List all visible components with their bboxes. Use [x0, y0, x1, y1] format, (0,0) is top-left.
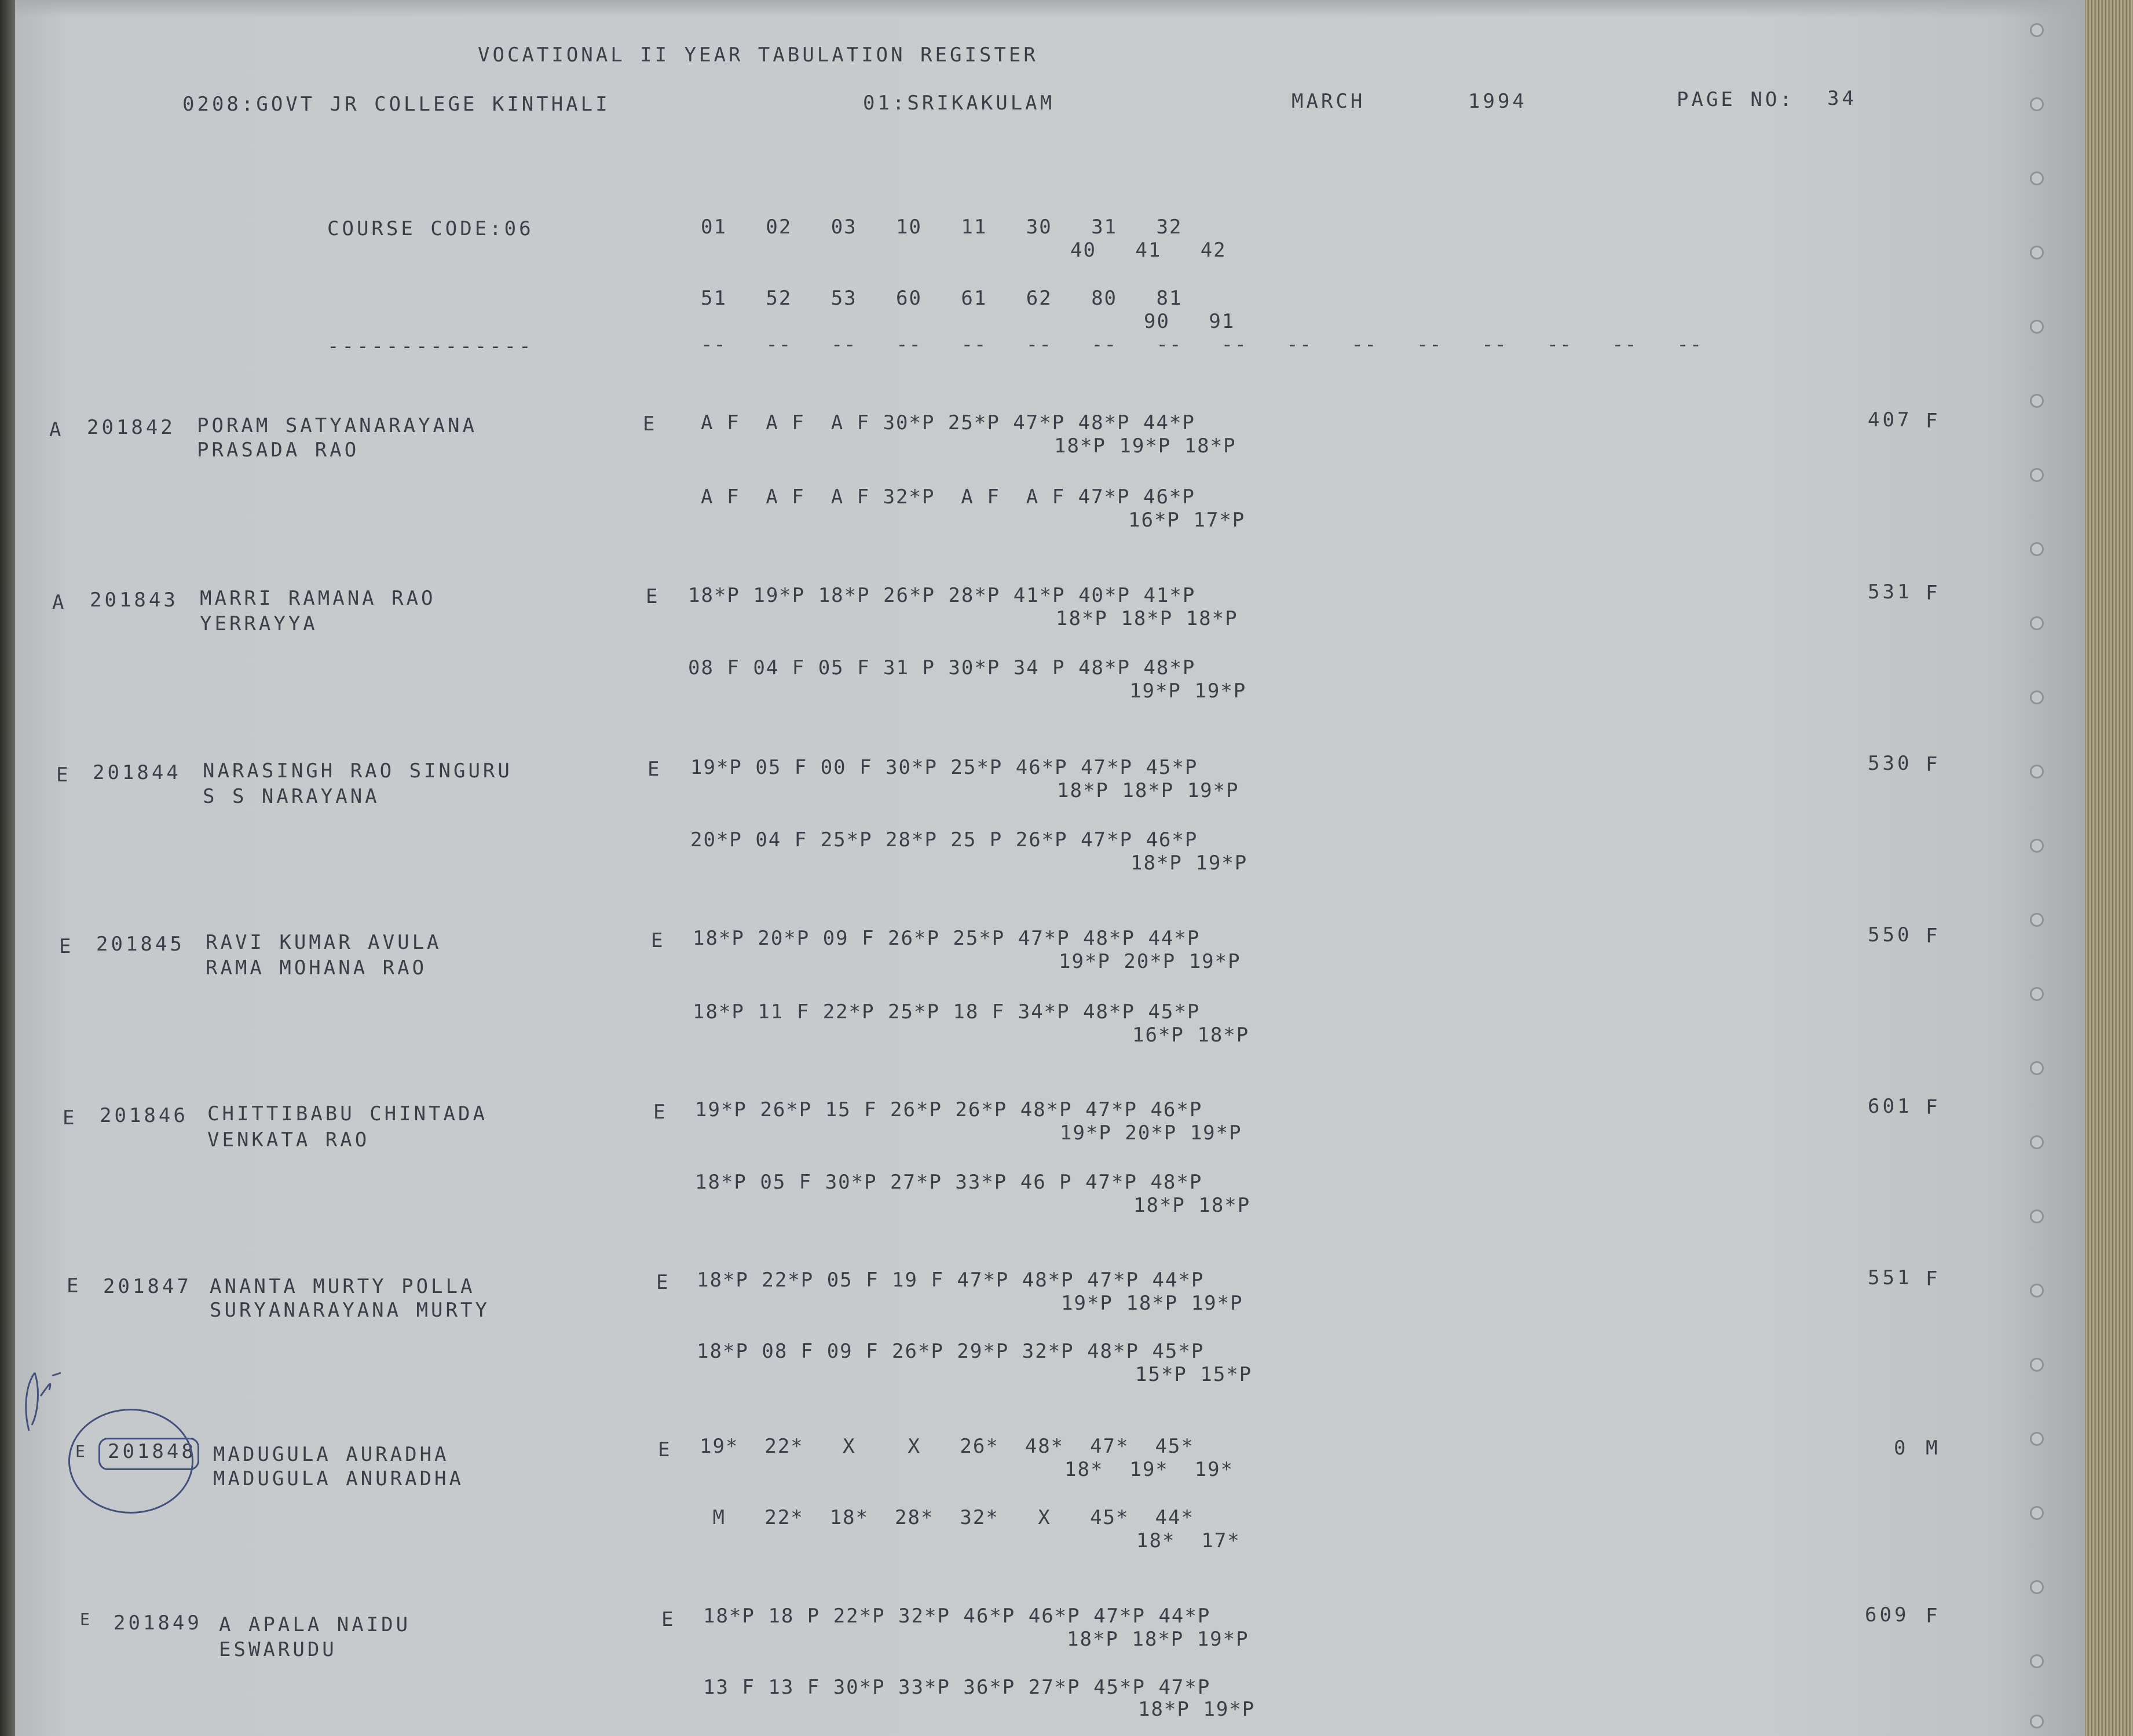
roll-number: 201847: [103, 1275, 192, 1298]
handwritten-scribble: [17, 1361, 69, 1437]
marks-row2: M 22* 18* 28* 32* X 45* 44*: [700, 1506, 1194, 1529]
marks-row1-sub: 18* 19* 19*: [1064, 1458, 1234, 1481]
father-name: YERRAYYA: [200, 612, 318, 635]
total-marks: 531: [1868, 580, 1912, 604]
group-code: E: [75, 1442, 88, 1461]
roll-number: 201848: [108, 1440, 196, 1463]
exam-flag: E: [647, 758, 663, 781]
marks-row1-sub: 18*P 18*P 19*P: [1057, 779, 1239, 802]
student-name: MADUGULA AURADHA: [213, 1443, 449, 1466]
result-code: F: [1926, 582, 1941, 605]
book-page-edges: [2085, 0, 2133, 1736]
marks-row1-sub: 18*P 19*P 18*P: [1054, 434, 1236, 458]
punch-hole: [2030, 246, 2044, 260]
punch-hole: [2030, 23, 2044, 37]
punch-hole: [2030, 542, 2044, 556]
roll-number: 201846: [100, 1104, 188, 1127]
group-code: E: [63, 1106, 78, 1130]
marks-row1: 19*P 05 F 00 F 30*P 25*P 46*P 47*P 45*P: [690, 756, 1198, 779]
exam-month: MARCH: [1291, 90, 1366, 113]
marks-row2: 13 F 13 F 30*P 33*P 36*P 27*P 45*P 47*P: [703, 1676, 1211, 1699]
marks-row2-sub: 18* 17*: [1136, 1529, 1241, 1552]
marks-row2: 18*P 11 F 22*P 25*P 18 F 34*P 48*P 45*P: [693, 1000, 1201, 1024]
total-marks: 601: [1868, 1095, 1912, 1118]
page-number: 34: [1827, 87, 1857, 110]
punch-hole: [2030, 1135, 2044, 1149]
subject-codes-row1: 01 02 03 10 11 30 31 32: [701, 215, 1183, 239]
subject-codes-row1b: 40 41 42: [1070, 239, 1227, 262]
roll-number: 201842: [87, 416, 175, 439]
group-code: E: [59, 935, 74, 958]
marks-row2-sub: 16*P 17*P: [1128, 509, 1246, 532]
page-label: PAGE NO:: [1677, 88, 1795, 111]
college-name: 0208:GOVT JR COLLEGE KINTHALI: [182, 93, 610, 116]
exam-flag: E: [643, 412, 658, 436]
marks-row2-sub: 19*P 19*P: [1129, 679, 1247, 703]
exam-flag: E: [658, 1438, 673, 1461]
punch-hole: [2030, 1284, 2044, 1298]
roll-number: 201845: [96, 933, 185, 956]
punch-hole: [2030, 1506, 2044, 1520]
punch-hole: [2030, 468, 2044, 482]
student-name: ANANTA MURTY POLLA: [210, 1275, 475, 1298]
punch-hole: [2030, 394, 2044, 408]
result-code: F: [1926, 924, 1941, 948]
header-rule-right: -- -- -- -- -- -- -- -- -- -- -- -- -- -- -- --: [701, 333, 1703, 356]
marks-row1: 19*P 26*P 15 F 26*P 26*P 48*P 47*P 46*P: [695, 1098, 1203, 1121]
marks-row2: 20*P 04 F 25*P 28*P 25 P 26*P 47*P 46*P: [690, 828, 1198, 851]
student-name: PORAM SATYANARAYANA: [197, 414, 477, 437]
punch-hole: [2030, 320, 2044, 334]
register-title: VOCATIONAL II YEAR TABULATION REGISTER: [478, 43, 1038, 67]
subject-codes-row2: 51 52 53 60 61 62 80 81: [701, 287, 1183, 310]
marks-row2-sub: 15*P 15*P: [1135, 1363, 1253, 1386]
roll-number: 201843: [90, 589, 178, 612]
group-code: E: [56, 763, 71, 787]
result-code: M: [1926, 1437, 1941, 1460]
marks-row1: 19* 22* X X 26* 48* 47* 45*: [700, 1435, 1194, 1458]
marks-row1: A F A F A F 30*P 25*P 47*P 48*P 44*P: [701, 411, 1195, 434]
father-name: SURYANARAYANA MURTY: [210, 1299, 490, 1322]
page-shadow: [0, 0, 2085, 17]
group-code: A: [52, 591, 67, 614]
father-name: MADUGULA ANURADHA: [213, 1467, 464, 1490]
punch-hole: [2030, 987, 2044, 1001]
father-name: VENKATA RAO: [207, 1128, 370, 1152]
student-name: MARRI RAMANA RAO: [200, 587, 436, 610]
student-name: CHITTIBABU CHINTADA: [207, 1102, 488, 1125]
punch-hole: [2030, 1358, 2044, 1372]
student-name: A APALA NAIDU: [219, 1613, 411, 1636]
course-code-label: COURSE CODE:06: [327, 217, 534, 240]
group-code: E: [67, 1274, 82, 1298]
marks-row2-sub: 18*P 19*P: [1130, 851, 1248, 875]
punch-hole: [2030, 1061, 2044, 1075]
group-code: E: [80, 1610, 93, 1629]
marks-row1-sub: 19*P 20*P 19*P: [1060, 1121, 1242, 1145]
student-name: RAVI KUMAR AVULA: [206, 931, 442, 954]
total-marks: 551: [1868, 1266, 1912, 1289]
punch-hole: [2030, 1580, 2044, 1594]
punch-hole: [2030, 1715, 2044, 1728]
roll-number: 201849: [114, 1611, 202, 1635]
marks-row2-sub: 18*P 18*P: [1133, 1194, 1251, 1217]
total-marks: 0: [1894, 1437, 1909, 1460]
marks-row2-sub: 18*P 19*P: [1138, 1698, 1256, 1721]
father-name: RAMA MOHANA RAO: [206, 956, 427, 980]
punch-hole: [2030, 1654, 2044, 1668]
book-binding: [0, 0, 15, 1736]
punch-hole: [2030, 1432, 2044, 1446]
punch-hole: [2030, 1209, 2044, 1223]
result-code: F: [1926, 1267, 1941, 1291]
punch-hole: [2030, 97, 2044, 111]
result-code: F: [1926, 410, 1941, 433]
handwritten-circle-mark: [68, 1409, 193, 1514]
result-code: F: [1926, 1605, 1941, 1628]
marks-row2: 08 F 04 F 05 F 31 P 30*P 34 P 48*P 48*P: [688, 656, 1196, 679]
total-marks: 407: [1868, 408, 1912, 432]
exam-flag: E: [661, 1608, 676, 1631]
total-marks: 530: [1868, 752, 1912, 775]
marks-row1-sub: 18*P 18*P 19*P: [1067, 1628, 1249, 1651]
marks-row1: 18*P 18 P 22*P 32*P 46*P 46*P 47*P 44*P: [703, 1605, 1211, 1628]
punch-hole: [2030, 616, 2044, 630]
total-marks: 550: [1868, 923, 1912, 946]
exam-flag: E: [656, 1271, 671, 1294]
punch-hole: [2030, 690, 2044, 704]
father-name: ESWARUDU: [219, 1638, 337, 1661]
father-name: PRASADA RAO: [197, 438, 360, 462]
marks-row2: A F A F A F 32*P A F A F 47*P 46*P: [701, 485, 1195, 509]
total-marks: 609: [1865, 1603, 1909, 1627]
exam-flag: E: [651, 929, 666, 952]
group-code: A: [49, 418, 64, 441]
marks-row2: 18*P 05 F 30*P 27*P 33*P 46 P 47*P 48*P: [695, 1171, 1203, 1194]
punch-hole: [2030, 839, 2044, 853]
marks-row1-sub: 19*P 20*P 19*P: [1059, 950, 1241, 973]
marks-row1: 18*P 20*P 09 F 26*P 25*P 47*P 48*P 44*P: [693, 927, 1201, 950]
punch-hole: [2030, 765, 2044, 779]
punch-hole-column: [2030, 23, 2047, 1726]
marks-row1-sub: 19*P 18*P 19*P: [1061, 1292, 1243, 1315]
exam-flag: E: [653, 1101, 668, 1124]
marks-row1-sub: 18*P 18*P 18*P: [1056, 607, 1238, 630]
student-name: NARASINGH RAO SINGURU: [203, 759, 513, 783]
father-name: S S NARAYANA: [203, 785, 380, 808]
exam-flag: E: [646, 585, 661, 608]
punch-hole: [2030, 913, 2044, 927]
marks-row2-sub: 16*P 18*P: [1132, 1024, 1250, 1047]
district-name: 01:SRIKAKULAM: [863, 92, 1055, 115]
subject-codes-row2b: 90 91: [1144, 310, 1235, 333]
roll-number: 201844: [93, 761, 181, 784]
exam-year: 1994: [1468, 90, 1527, 113]
marks-row2: 18*P 08 F 09 F 26*P 29*P 32*P 48*P 45*P: [697, 1340, 1205, 1363]
header-rule-left: --------------: [327, 335, 534, 358]
marks-row1: 18*P 22*P 05 F 19 F 47*P 48*P 47*P 44*P: [697, 1269, 1205, 1292]
marks-row1: 18*P 19*P 18*P 26*P 28*P 41*P 40*P 41*P: [688, 584, 1196, 607]
punch-hole: [2030, 171, 2044, 185]
result-code: F: [1926, 1096, 1941, 1119]
result-code: F: [1926, 753, 1941, 776]
